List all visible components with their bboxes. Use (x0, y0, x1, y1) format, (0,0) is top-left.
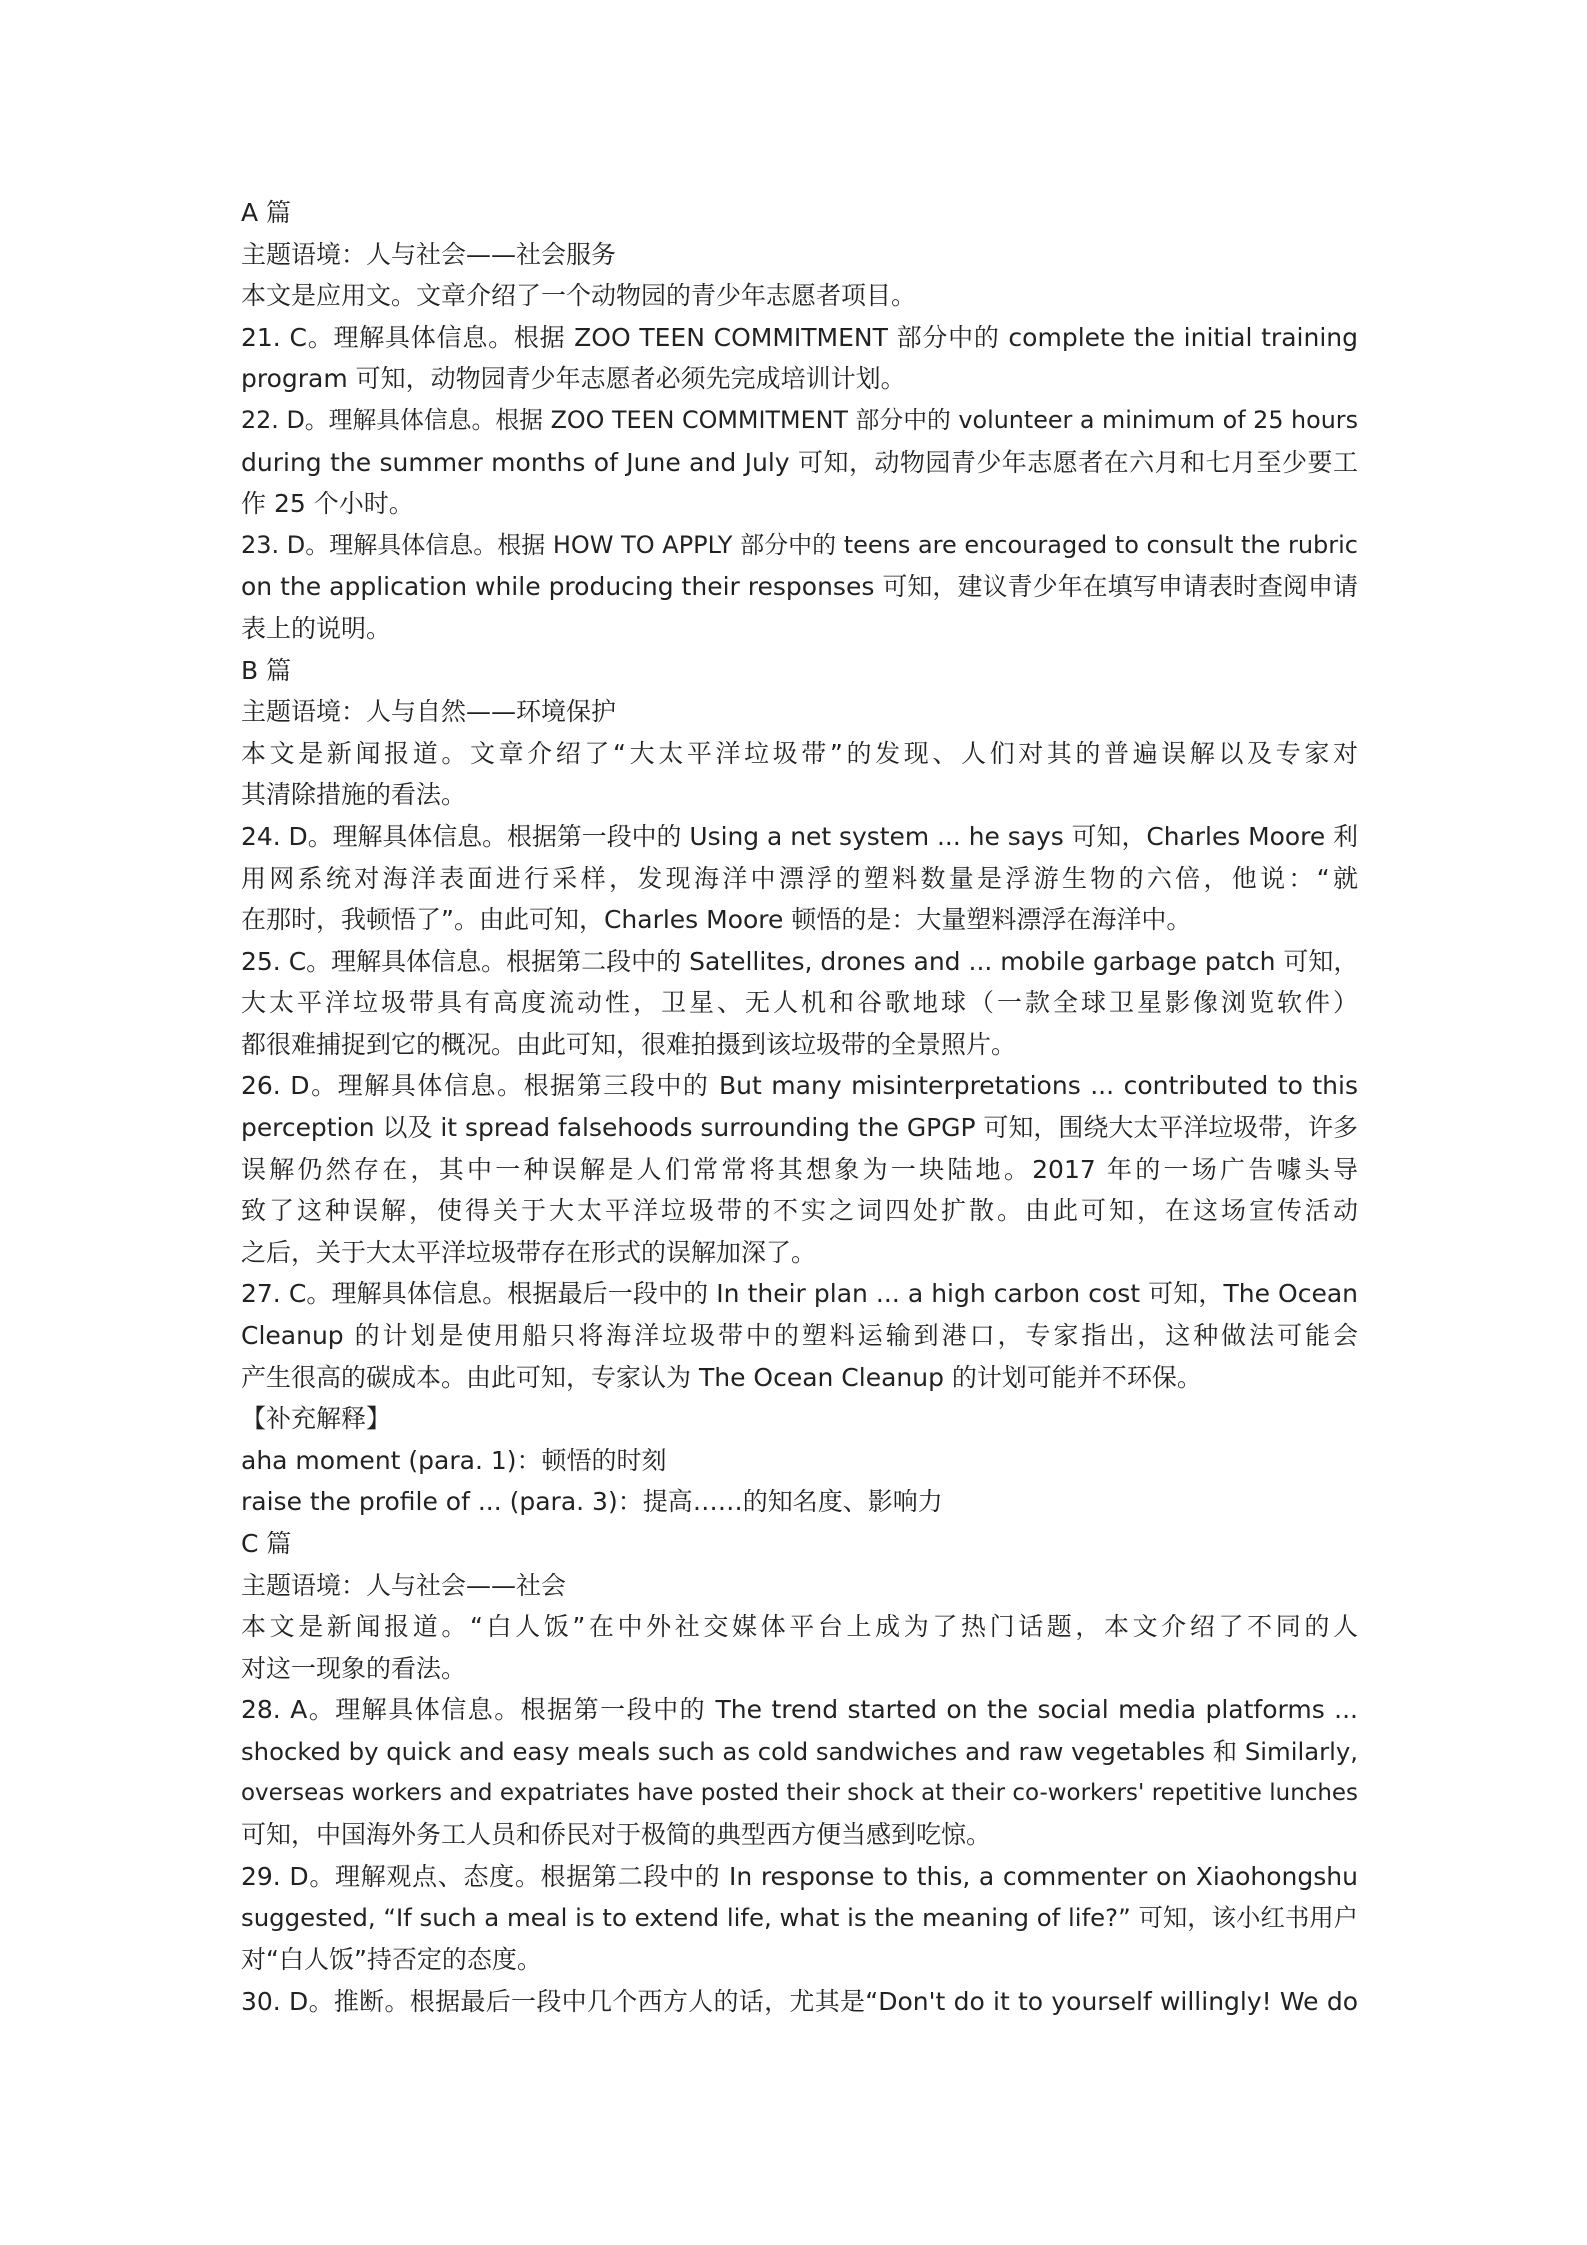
text-line: 本文是新闻报道。“白人饭”在中外社交媒体平台上成为了热门话题，本文介绍了不同的人 (241, 1612, 1358, 1642)
text-line: C 篇 (241, 1529, 292, 1558)
text-line: suggested, “If such a meal is to extend life, what is the meaning of life?” 可知，该小红书用户 (241, 1903, 1358, 1933)
text-line: 用网系统对海洋表面进行采样，发现海洋中漂浮的塑料数量是浮游生物的六倍，他说：“就 (241, 863, 1358, 893)
text-line: perception 以及 it spread falsehoods surrounding the GPGP 可知，围绕大太平洋垃圾带，许多 (241, 1113, 1358, 1143)
text-line: 21. C。理解具体信息。根据 ZOO TEEN COMMITMENT 部分中的 complete the initial training (241, 322, 1358, 352)
text-line: 27. C。理解具体信息。根据最后一段中的 In their plan ... a high carbon cost 可知，The Ocean (241, 1279, 1358, 1309)
text-line: 25. C。理解具体信息。根据第二段中的 Satellites, drones and ... mobile garbage patch 可知， (241, 946, 1359, 976)
text-line: 产生很高的碳成本。由此可知，专家认为 The Ocean Cleanup 的计划可能并不环保。 (241, 1362, 1202, 1392)
text-line: on the application while producing their responses 可知，建议青少年在填写申请表时查阅申请 (241, 572, 1358, 602)
text-line: aha moment (para. 1)：顿悟的时刻 (241, 1445, 667, 1475)
text-line: B 篇 (241, 655, 292, 685)
text-line: raise the profile of ... (para. 3)：提高……的知名度、影响力 (241, 1487, 943, 1517)
text-line: 22. D。理解具体信息。根据 ZOO TEEN COMMITMENT 部分中的 volunteer a minimum of 25 hours (241, 405, 1358, 434)
text-line: 之后，关于大太平洋垃圾带存在形式的误解加深了。 (241, 1237, 817, 1267)
text-line: 都很难捕捉到它的概况。由此可知，很难拍摄到该垃圾带的全景照片。 (241, 1029, 1017, 1059)
text-line: 主题语境：人与自然——环境保护 (241, 697, 617, 727)
text-line: 主题语境：人与社会——社会服务 (241, 239, 617, 269)
text-line: 23. D。理解具体信息。根据 HOW TO APPLY 部分中的 teens are encouraged to consult the rubric (241, 530, 1358, 559)
text-line: 本文是应用文。文章介绍了一个动物园的青少年志愿者项目。 (241, 281, 917, 311)
text-line: Cleanup 的计划是使用船只将海洋垃圾带中的塑料运输到港口，专家指出，这种做法可能会 (241, 1321, 1358, 1351)
text-line: 本文是新闻报道。文章介绍了“大太平洋垃圾带”的发现、人们对其的普遍误解以及专家对 (241, 738, 1358, 768)
text-line: 表上的说明。 (241, 613, 392, 643)
text-line: during the summer months of June and July 可知，动物园青少年志愿者在六月和七月至少要工 (241, 447, 1358, 477)
text-line: 26. D。理解具体信息。根据第三段中的 But many misinterpretations ... contributed to this (241, 1071, 1358, 1101)
text-line: 29. D。理解观点、态度。根据第二段中的 In response to this, a commenter on Xiaohongshu (241, 1861, 1358, 1891)
text-line: 对“白人饭”持否定的态度。 (241, 1944, 542, 1974)
text-line: 可知，中国海外务工人员和侨民对于极简的典型西方便当感到吃惊。 (241, 1820, 992, 1850)
text-line: overseas workers and expatriates have posted their shock at their co-workers' repetitive lunches (241, 1779, 1358, 1806)
text-line: 其清除措施的看法。 (241, 780, 467, 810)
text-line: A 篇 (241, 198, 292, 227)
answer-explanation-page (241, 192, 1358, 2022)
text-line: 对这一现象的看法。 (241, 1653, 467, 1683)
text-line: 致了这种误解，使得关于大太平洋垃圾带的不实之词四处扩散。由此可知，在这场宣传活动 (241, 1196, 1358, 1226)
text-line: 误解仍然存在，其中一种误解是人们常常将其想象为一块陆地。2017 年的一场广告噱头导 (241, 1154, 1358, 1184)
text-line: shocked by quick and easy meals such as cold sandwiches and raw vegetables 和 Similarly, (241, 1736, 1358, 1766)
text-line: 作 25 个小时。 (241, 489, 414, 519)
text-line: 在那时，我顿悟了”。由此可知，Charles Moore 顿悟的是：大量塑料漂浮在海洋中。 (241, 905, 1192, 935)
text-line: 大太平洋垃圾带具有高度流动性，卫星、无人机和谷歌地球（一款全球卫星影像浏览软件） (241, 988, 1358, 1018)
text-line: 【补充解释】 (241, 1404, 392, 1434)
text-line: 主题语境：人与社会——社会 (241, 1570, 567, 1600)
text-line: 28. A。理解具体信息。根据第一段中的 The trend started on the social media platforms ... (241, 1695, 1358, 1725)
text-line: 30. D。推断。根据最后一段中几个西方人的话，尤其是“Don't do it to yourself willingly! We do (241, 1986, 1358, 2016)
text-line: 24. D。理解具体信息。根据第一段中的 Using a net system ... he says 可知，Charles Moore 利 (241, 821, 1358, 851)
text-line: program 可知，动物园青少年志愿者必须先完成培训计划。 (241, 364, 906, 394)
